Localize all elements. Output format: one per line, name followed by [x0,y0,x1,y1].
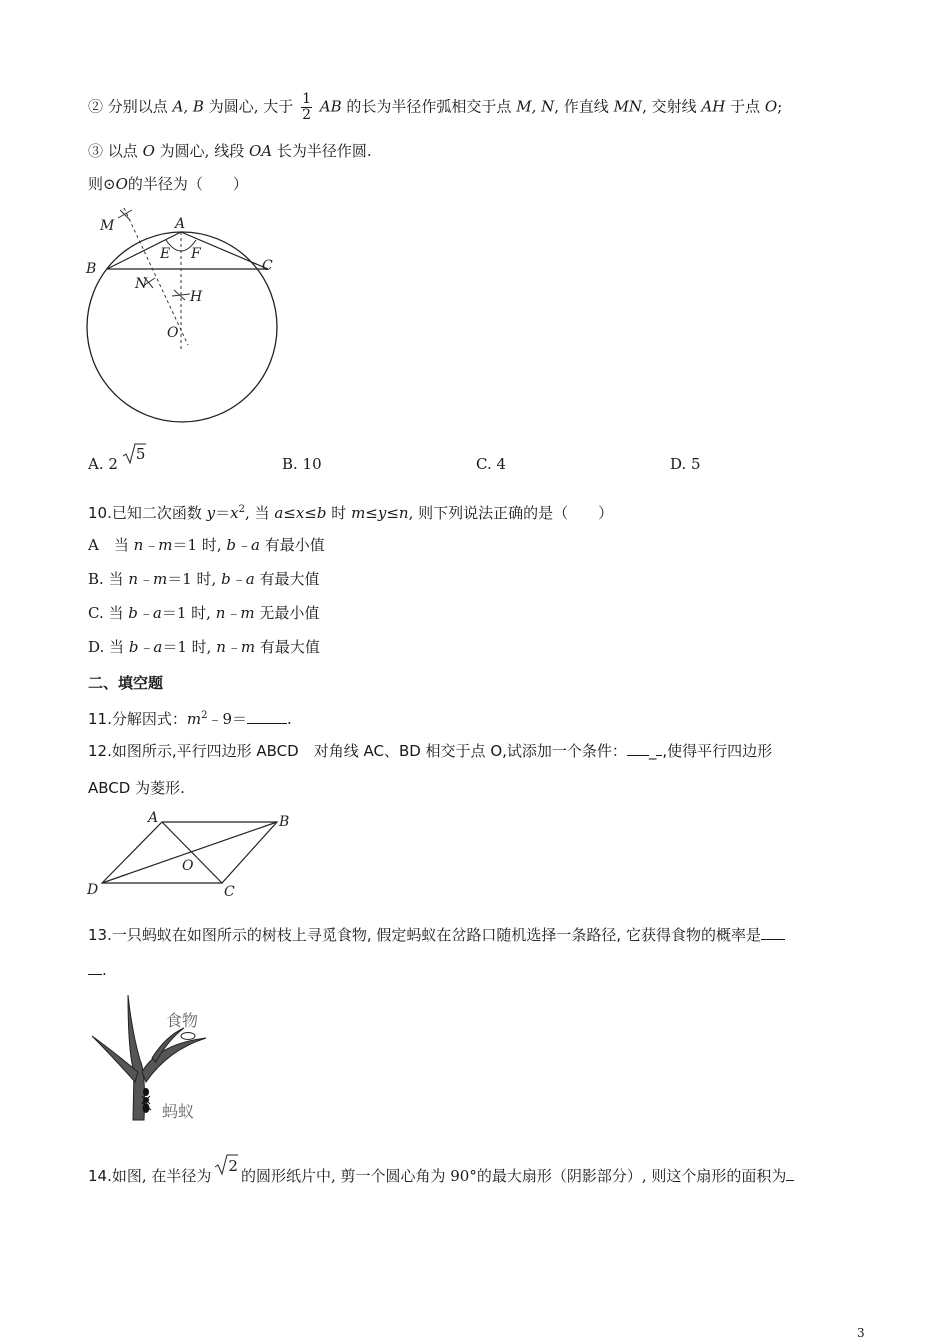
label-b: B [279,814,290,830]
q13-line2: . [88,960,107,980]
q9-question: 则⊙O的半径为（ ） [88,175,248,193]
radical-sign-icon [122,443,146,465]
sqrt-five: 5 [122,445,146,463]
answer-blank[interactable] [247,723,287,724]
branch-right [142,1038,206,1082]
answer-blank[interactable] [88,974,102,975]
label-a: A [148,810,159,826]
page-number: 3 [857,1326,865,1340]
ant-icon [142,1088,151,1113]
q10-option-d: D. 当 b﹣a＝1 时, n﹣m 有最大值 [88,638,320,656]
answer-blank[interactable] [627,755,649,756]
label-h: H [190,289,203,305]
q9-step3: ③ 以点 O 为圆心, 线段 OA 长为半径作圆. [88,142,372,160]
answer-blank[interactable] [761,939,785,940]
label-d: D [87,882,99,898]
q9-option-a: A. 2 5 [88,445,146,473]
q10-option-c: C. 当 b﹣a＝1 时, n﹣m 无最小值 [88,604,320,622]
q13-branch-figure [88,992,228,1127]
section-title: 二、填空题 [88,674,164,692]
q14: 14.如图, 在半径为 2的圆形纸片中, 剪一个圆心角为 90°的最大扇形（阴影部分）, 则这个扇形的面积为 [88,1166,794,1186]
label-n: N [135,276,148,292]
label-e: E [160,246,171,262]
q9-step2: ② 分别以点 A, B 为圆心, 大于 $\frac{1}{2}$ AB 的长为半径作弧相交于点 M, N, 作直线 MN, 交射线 AH 于点 O; [88,91,783,123]
q12-parallelogram-figure [84,808,299,903]
label-c: C [224,884,235,900]
label-a: A [175,216,186,232]
sqrt-two: 2 [214,1156,238,1176]
answer-blank[interactable] [786,1180,794,1181]
q9-option-c: C. 4 [476,455,507,473]
q12-line1: 12.如图所示,平行四边形 ABCD 对角线 AC、BD 相交于点 O,试添加一个条件： _ ,使得平行四边形 [88,742,773,760]
q11: 11.分解因式：$m^2﹣9=$ . [88,710,292,728]
q10-stem: 10.已知二次函数 $y=x^2$, 当 a≤x≤b 时 m≤y≤n, 则下列说法正确的是（ ） [88,504,614,522]
q10-option-a: A 当 n﹣m＝1 时, b﹣a 有最小值 [88,536,325,554]
food-label: 食物 [166,1011,199,1030]
label-f: F [191,246,201,262]
label-o: O [167,325,179,341]
label-m: M [100,218,115,234]
radical-sign-icon [214,1154,238,1176]
q12-line2: ABCD 为菱形. [88,779,185,797]
ant-label: 蚂蚁 [162,1102,195,1121]
q9-option-d: D. 5 [670,455,701,473]
label-b: B [86,261,97,277]
branch-trunk [128,995,145,1120]
q9-option-b: B. 10 [282,455,322,473]
q9-circle-figure [80,200,300,430]
q10-option-b: B. 当 n﹣m＝1 时, b﹣a 有最大值 [88,570,320,588]
label-c: C [262,258,273,274]
fraction-half: $\frac{1}{2}$ [302,91,311,123]
q13-line1: 13.一只蚂蚁在如图所示的树枝上寻觅食物, 假定蚂蚁在岔路口随机选择一条路径, 它获得食物的概率是 [88,925,785,945]
food-item [181,1033,195,1040]
arc-mark-m [118,210,132,220]
label-o: O [182,858,194,874]
